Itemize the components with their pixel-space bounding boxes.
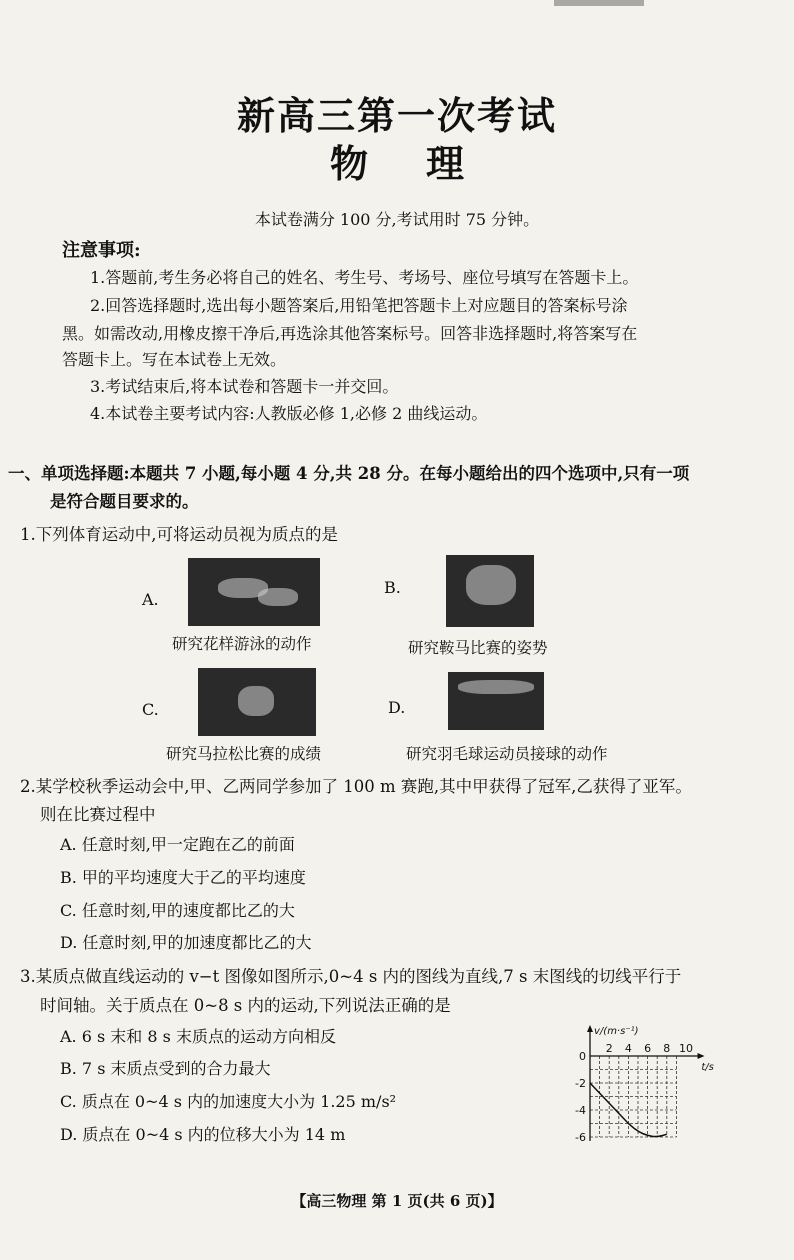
x-tick-label: 10	[679, 1042, 693, 1055]
q1-option-b-letter: B.	[384, 578, 401, 597]
exam-info: 本试卷满分 100 分,考试用时 75 分钟。	[254, 210, 540, 229]
notice-item-2-cont: 黑。如需改动,用橡皮擦干净后,再选涂其他答案标号。回答非选择题时,将答案写在	[62, 324, 638, 343]
notice-item-1: 1.答题前,考生务必将自己的姓名、考生号、考场号、座位号填写在答题卡上。	[90, 268, 639, 287]
x-axis-label: t/s	[701, 1062, 714, 1073]
pommel-horse-photo	[446, 555, 534, 627]
scan-mark	[554, 0, 644, 6]
notice-item-2: 2.回答选择题时,选出每小题答案后,用铅笔把答题卡上对应题目的答案标号涂	[90, 296, 628, 315]
x-tick-label: 2	[605, 1042, 613, 1055]
notice-title: 注意事项:	[62, 240, 141, 261]
marathon-photo	[198, 668, 316, 736]
q1-stem: 1.下列体育运动中,可将运动员视为质点的是	[20, 525, 338, 544]
notice-item-2-end: 答题卡上。写在本试卷上无效。	[62, 350, 287, 369]
y-tick-label: -4	[575, 1104, 586, 1117]
q1-option-b-caption: 研究鞍马比赛的姿势	[408, 639, 548, 657]
q1-option-c-letter: C.	[142, 700, 159, 719]
y-tick-label: -6	[575, 1131, 586, 1144]
y-tick-label: -2	[575, 1077, 586, 1090]
notice-item-4: 4.本试卷主要考试内容:人教版必修 1,必修 2 曲线运动。	[90, 404, 488, 423]
q1-option-a-caption: 研究花样游泳的动作	[172, 635, 312, 653]
synchronized-swimming-photo	[188, 558, 320, 626]
x-tick-label: 4	[624, 1042, 632, 1055]
q3-option-d: D. 质点在 0~4 s 内的位移大小为 14 m	[60, 1125, 346, 1144]
badminton-photo	[448, 672, 544, 730]
q1-option-c-caption: 研究马拉松比赛的成绩	[166, 745, 322, 763]
x-tick-label: 8	[663, 1042, 671, 1055]
q1-option-a-letter: A.	[142, 590, 159, 609]
q2-option-d: D. 任意时刻,甲的加速度都比乙的大	[60, 933, 312, 952]
q1-option-d-caption: 研究羽毛球运动员接球的动作	[406, 745, 608, 763]
notice-item-3: 3.考试结束后,将本试卷和答题卡一并交回。	[90, 377, 399, 396]
y-tick-label: 0	[579, 1050, 586, 1063]
q2-stem-line-1: 2.某学校秋季运动会中,甲、乙两同学参加了 100 m 赛跑,其中甲获得了冠军,乙获得了亚军。	[20, 777, 692, 796]
q3-option-a: A. 6 s 末和 8 s 末质点的运动方向相反	[60, 1027, 336, 1046]
q2-option-c: C. 任意时刻,甲的速度都比乙的大	[60, 901, 295, 920]
vt-graph	[560, 1022, 780, 1152]
x-axis-arrow	[698, 1053, 705, 1059]
page-footer: 【高三物理 第 1 页(共 6 页)】	[291, 1192, 503, 1210]
x-tick-label: 6	[644, 1042, 652, 1055]
section-line-1: 一、单项选择题:本题共 7 小题,每小题 4 分,共 28 分。在每小题给出的四个选项中,只有一项	[8, 464, 690, 483]
q2-option-a: A. 任意时刻,甲一定跑在乙的前面	[60, 835, 295, 854]
exam-title: 新高三第一次考试	[236, 93, 557, 138]
section-heading	[8, 460, 784, 516]
subject-title: 物理	[329, 141, 522, 186]
section-line-2: 是符合题目要求的。	[50, 492, 199, 511]
q3-option-b: B. 7 s 末质点受到的合力最大	[60, 1059, 271, 1078]
q3-stem-line-2: 时间轴。关于质点在 0~8 s 内的运动,下列说法正确的是	[40, 996, 451, 1015]
q1-option-d-letter: D.	[388, 698, 406, 717]
q3-stem-line-1: 3.某质点做直线运动的 v−t 图像如图所示,0~4 s 内的图线为直线,7 s 末图线的切线平行于	[20, 967, 682, 986]
q3-option-c: C. 质点在 0~4 s 内的加速度大小为 1.25 m/s²	[60, 1092, 397, 1111]
y-axis-arrow	[587, 1025, 593, 1032]
y-axis-label: v/(m·s⁻¹)	[594, 1026, 639, 1037]
q2-option-b: B. 甲的平均速度大于乙的平均速度	[60, 868, 306, 887]
q2-stem-line-2: 则在比赛过程中	[40, 805, 156, 824]
